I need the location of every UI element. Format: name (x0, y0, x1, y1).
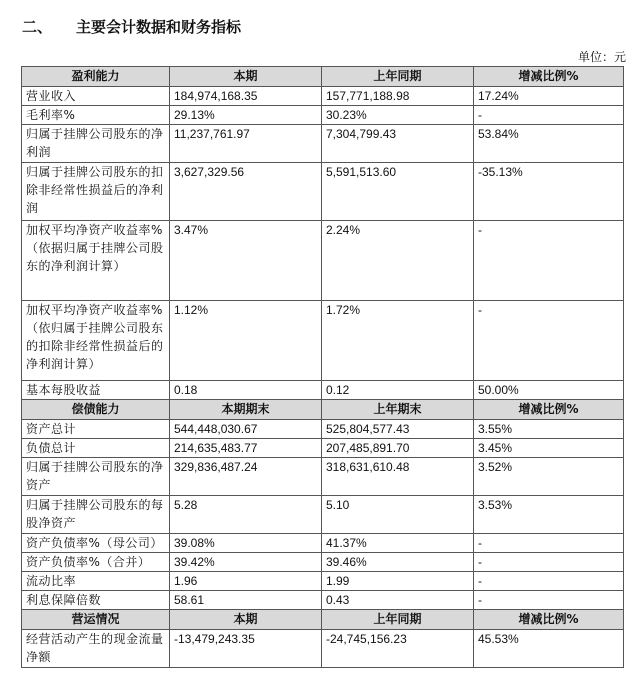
current-value: 214,635,483.77 (170, 439, 322, 458)
current-value: -13,479,243.35 (170, 630, 322, 668)
row-label: 营业收入 (22, 87, 170, 106)
prior-value: 157,771,188.98 (322, 87, 474, 106)
table-row (22, 534, 624, 553)
change-value: -35.13% (474, 163, 624, 221)
table-row (22, 381, 624, 400)
row-label: 流动比率 (22, 572, 170, 591)
row-label: 经营活动产生的现金流量净额 (22, 630, 170, 668)
row-label: 加权平均净资产收益率%（依归属于挂牌公司股东的扣除非经常性损益后的净利润计算） (22, 301, 170, 381)
current-value: 1.12% (170, 301, 322, 381)
header-cell: 增减比例% (474, 610, 624, 630)
prior-value: 0.12 (322, 381, 474, 400)
row-label: 资产负债率%（母公司） (22, 534, 170, 553)
table-row (22, 630, 624, 668)
table-row (22, 221, 624, 301)
table-row (22, 301, 624, 381)
current-value: 29.13% (170, 106, 322, 125)
change-value: 3.45% (474, 439, 624, 458)
table-header-row (22, 400, 624, 420)
table-row (22, 163, 624, 221)
prior-value: 7,304,799.43 (322, 125, 474, 163)
section-title: 主要会计数据和财务指标 (76, 18, 242, 36)
header-cell: 偿债能力 (22, 400, 170, 420)
prior-value: 1.99 (322, 572, 474, 591)
current-value: 39.08% (170, 534, 322, 553)
current-value: 39.42% (170, 553, 322, 572)
header-cell: 营运情况 (22, 610, 170, 630)
table-row (22, 553, 624, 572)
header-cell: 增减比例% (474, 400, 624, 420)
change-value: 3.53% (474, 496, 624, 534)
row-label: 归属于挂牌公司股东的净资产 (22, 458, 170, 496)
prior-value: 207,485,891.70 (322, 439, 474, 458)
table-row (22, 125, 624, 163)
row-label: 毛利率% (22, 106, 170, 125)
prior-value: 0.43 (322, 591, 474, 610)
current-value: 3,627,329.56 (170, 163, 322, 221)
current-value: 3.47% (170, 221, 322, 301)
change-value: - (474, 553, 624, 572)
table-row (22, 572, 624, 591)
row-label: 归属于挂牌公司股东的每股净资产 (22, 496, 170, 534)
prior-value: 41.37% (322, 534, 474, 553)
financial-indicators-table (21, 66, 624, 668)
row-label: 加权平均净资产收益率%（依据归属于挂牌公司股东的净利润计算） (22, 221, 170, 301)
change-value: 53.84% (474, 125, 624, 163)
header-cell: 上年同期 (322, 610, 474, 630)
header-cell: 盈利能力 (22, 67, 170, 87)
change-value: - (474, 534, 624, 553)
header-cell: 本期期末 (170, 400, 322, 420)
prior-value: 39.46% (322, 553, 474, 572)
change-value: 3.52% (474, 458, 624, 496)
current-value: 1.96 (170, 572, 322, 591)
header-cell: 上年同期 (322, 67, 474, 87)
row-label: 利息保障倍数 (22, 591, 170, 610)
table-header-row (22, 610, 624, 630)
table-row (22, 496, 624, 534)
prior-value: 5,591,513.60 (322, 163, 474, 221)
current-value: 184,974,168.35 (170, 87, 322, 106)
header-cell: 本期 (170, 610, 322, 630)
change-value: - (474, 106, 624, 125)
prior-value: 1.72% (322, 301, 474, 381)
change-value: 17.24% (474, 87, 624, 106)
row-label: 负债总计 (22, 439, 170, 458)
table-row (22, 458, 624, 496)
current-value: 0.18 (170, 381, 322, 400)
header-cell: 上年期末 (322, 400, 474, 420)
change-value: - (474, 572, 624, 591)
row-label: 资产负债率%（合并） (22, 553, 170, 572)
row-label: 资产总计 (22, 420, 170, 439)
table-row (22, 439, 624, 458)
prior-value: 5.10 (322, 496, 474, 534)
change-value: - (474, 221, 624, 301)
current-value: 11,237,761.97 (170, 125, 322, 163)
section-number: 二、 (22, 18, 53, 36)
change-value: 45.53% (474, 630, 624, 668)
header-cell: 本期 (170, 67, 322, 87)
prior-value: 2.24% (322, 221, 474, 301)
change-value: - (474, 301, 624, 381)
current-value: 329,836,487.24 (170, 458, 322, 496)
change-value: 3.55% (474, 420, 624, 439)
prior-value: 318,631,610.48 (322, 458, 474, 496)
change-value: - (474, 591, 624, 610)
table-header-row (22, 67, 624, 87)
prior-value: 525,804,577.43 (322, 420, 474, 439)
table-row (22, 420, 624, 439)
table-row (22, 87, 624, 106)
header-cell: 增减比例% (474, 67, 624, 87)
row-label: 基本每股收益 (22, 381, 170, 400)
row-label: 归属于挂牌公司股东的扣除非经常性损益后的净利润 (22, 163, 170, 221)
row-label: 归属于挂牌公司股东的净利润 (22, 125, 170, 163)
current-value: 58.61 (170, 591, 322, 610)
table-row (22, 106, 624, 125)
unit-label: 单位：元 (577, 50, 626, 64)
section-heading (22, 16, 241, 37)
current-value: 5.28 (170, 496, 322, 534)
current-value: 544,448,030.67 (170, 420, 322, 439)
table-row (22, 591, 624, 610)
prior-value: -24,745,156.23 (322, 630, 474, 668)
prior-value: 30.23% (322, 106, 474, 125)
change-value: 50.00% (474, 381, 624, 400)
